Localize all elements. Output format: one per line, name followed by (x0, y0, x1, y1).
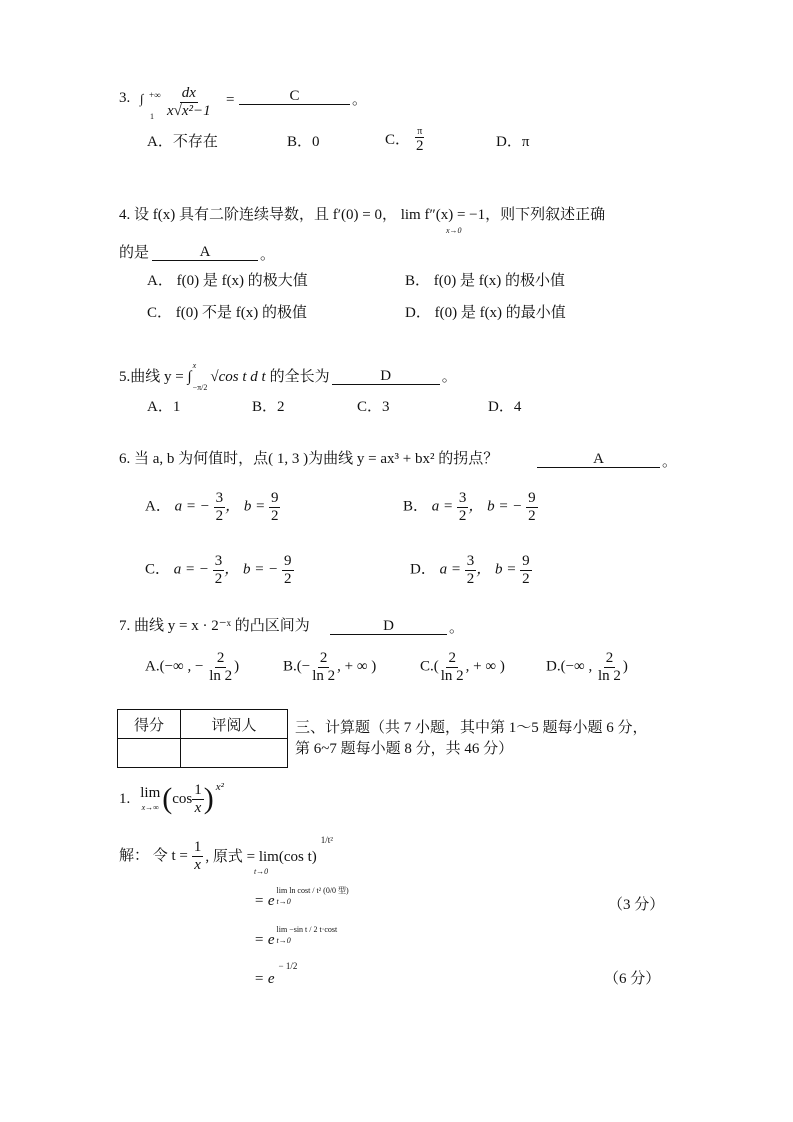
solution-exp: 1/t² (320, 835, 333, 845)
q3-option-a: A．不存在 (147, 134, 218, 150)
score-note-1: （3 分） (608, 897, 665, 913)
q5-upper: x (192, 361, 197, 370)
p1-exp: x² (215, 781, 224, 793)
q5-integrand: √cos t d t (210, 368, 266, 385)
q6-text: 6. 当 a, b 为何值时，点( 1, 3 )为曲线 y = ax³ + bx² 的拐点？ (119, 451, 499, 467)
integral-sign: ∫ (140, 91, 144, 106)
q3-upper: +∞ (149, 90, 161, 100)
q5-option-b: B．2 (252, 399, 285, 415)
q6-end: 。 (662, 454, 678, 470)
p1-lim: lim (140, 785, 161, 801)
solution-line (119, 836, 333, 876)
q5-option-d: D．4 (488, 399, 522, 415)
step3: = e (254, 971, 275, 987)
section-heading-2: 第 6~7 题每小题 8 分，共 46 分） (295, 741, 514, 757)
step1: = e (254, 893, 275, 909)
step1-line (254, 884, 351, 909)
solution-frac: $\frac{1}{x}$ (193, 839, 202, 873)
section-heading: 三、计算题（共 7 小题，其中第 1～5 题每小题 6 分， (295, 720, 648, 736)
p1-lim-stack (140, 786, 160, 812)
q3-answer: C (239, 88, 350, 105)
solution-expr-stack (205, 850, 316, 876)
step1-sub: t→0 (276, 897, 291, 906)
q7-option-d: D.(−∞ , $\frac{2}{\ln 2}$ ) (546, 650, 628, 684)
step1-exp: lim ln cost / t² (0/0 型) (276, 886, 349, 895)
q6-option-b: B． a = $\frac{3}{2}$ ， b = − $\frac{9}{2}$ (403, 490, 536, 524)
score-cell (118, 739, 181, 768)
q6-option-c: C． a = − $\frac{3}{2}$ ， b = − $\frac{9}{2}$ (145, 553, 292, 587)
q5-answer: D (332, 369, 440, 385)
q3-number: 3. (119, 90, 131, 106)
solution-expr: , 原式 = lim(cos t) (205, 849, 317, 865)
solution-lim-sub: t→0 (253, 867, 269, 876)
q4-option-b: B． f(0) 是 f(x) 的极小值 (405, 273, 565, 289)
q4-answer: A (152, 244, 258, 261)
step1-exp-stack (277, 887, 349, 906)
q3-option-c (385, 126, 426, 155)
q7-option-b: B.(− $\frac{2}{\ln 2}$ , + ∞ ) (283, 650, 377, 684)
q6-option-a: A． a = − $\frac{3}{2}$ ， b = $\frac{9}{2}$ (145, 490, 279, 524)
step2: = e (254, 932, 275, 948)
p1-number: 1. (119, 790, 131, 807)
q5-option-c: C．3 (357, 399, 390, 415)
score-header: 得分 (118, 710, 181, 739)
q5-lower: −π/2 (192, 383, 208, 392)
q7-text: 7. 曲线 y = x · 2⁻ˣ 的凸区间为 (119, 618, 310, 634)
score-note-2: （6 分） (604, 971, 661, 987)
q4-end: 。 (260, 247, 276, 263)
q7-end: 。 (449, 620, 465, 636)
q7-option-a: A.(−∞ , − $\frac{2}{\ln 2}$ ) (145, 650, 240, 684)
q6-answer: A (537, 451, 660, 468)
p1-paren-close: ) (203, 782, 214, 815)
score-table (117, 709, 288, 768)
step3-line (254, 962, 297, 987)
q3-option-c-label: C． (385, 131, 411, 148)
q5-option-a: A．1 (147, 399, 181, 415)
q4-option-a: A． f(0) 是 f(x) 的极大值 (147, 273, 308, 289)
q4-option-d: D． f(0) 是 f(x) 的最小值 (405, 305, 566, 321)
q3-option-c-frac: π 2 (416, 126, 424, 154)
q4-lim-sub: x→0 (446, 226, 462, 235)
p1-lim-sub: x→∞ (141, 803, 159, 812)
p1-cos: cos (172, 790, 193, 807)
step2-exp: lim −sin t / 2 t·cost (276, 925, 338, 934)
p1-line (119, 782, 224, 816)
q5-line (119, 362, 457, 392)
q3-end: 。 (352, 92, 368, 108)
q5-text: 5.曲线 y = ∫ (119, 368, 192, 385)
q6-option-d: D． a = $\frac{3}{2}$ ， b = $\frac{9}{2}$ (410, 553, 530, 587)
q3-fraction: $\frac{dx}{\text{x√x²−1}}$ (167, 85, 211, 119)
q5-limits (193, 362, 208, 392)
q7-option-c: C.( $\frac{2}{\ln 2}$ , + ∞ ) (420, 650, 505, 684)
q3-option-b: B．0 (287, 134, 320, 150)
step2-exp-stack (277, 926, 338, 945)
q5-suffix: 的全长为 (269, 368, 330, 385)
step2-line (254, 923, 339, 948)
q4-text: 4. 设 f(x) 具有二阶连续导数，且 f′(0) = 0， lim f″(x) = −1，则下列叙述正确 (119, 207, 606, 223)
solution-label: 解： 令 t = (119, 847, 188, 864)
q5-end: 。 (441, 368, 457, 385)
step3-exp: − 1/2 (278, 961, 298, 971)
q4-option-c: C． f(0) 不是 f(x) 的极值 (147, 305, 307, 321)
q4-text-2: 的是 (119, 245, 150, 261)
q3-option-d: D．π (496, 134, 530, 150)
p1-frac: 1 x (194, 782, 202, 816)
p1-paren: ( (162, 782, 173, 815)
grader-cell (181, 739, 288, 768)
q3-lower: 1 (150, 112, 154, 121)
grader-header: 评阅人 (181, 710, 288, 739)
q3-eq: = (226, 92, 235, 108)
step2-sub: t→0 (276, 936, 291, 945)
q7-answer: D (330, 618, 447, 635)
